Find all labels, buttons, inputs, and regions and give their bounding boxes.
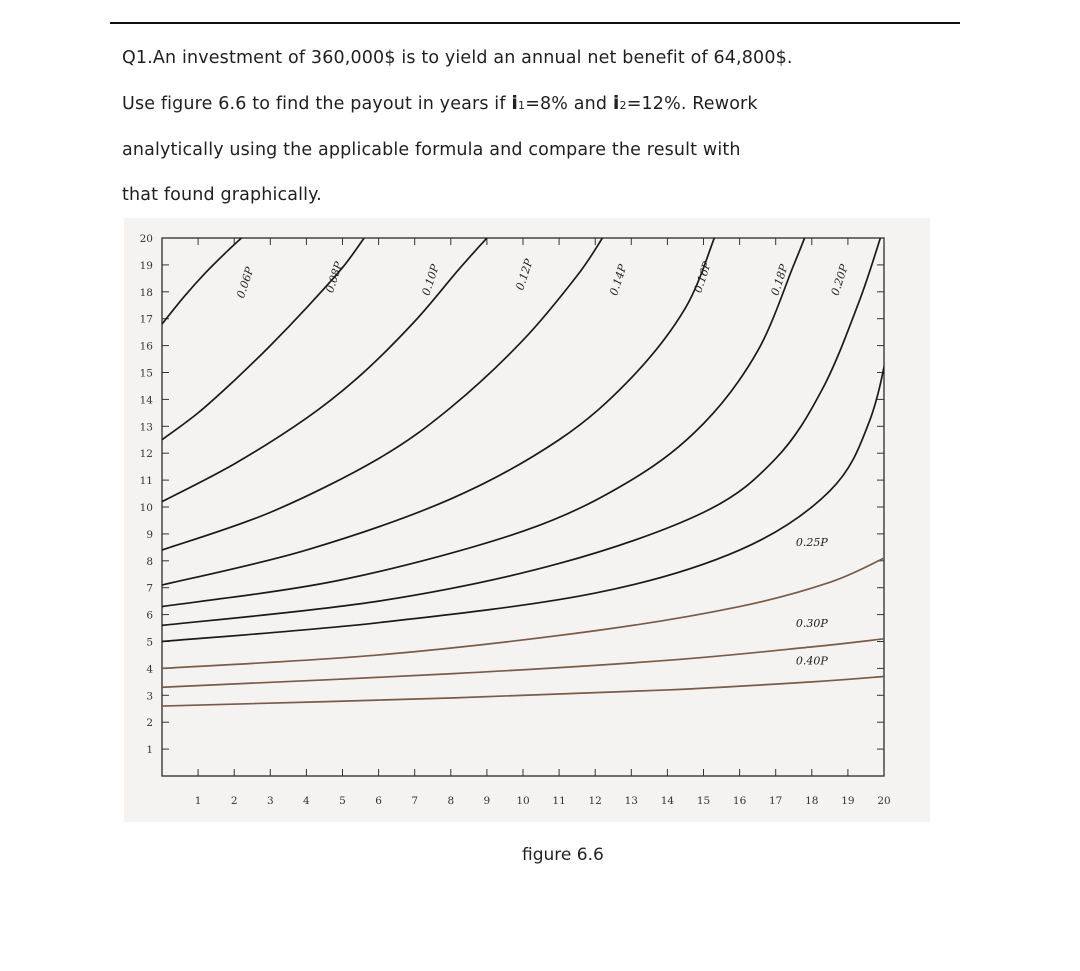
question-line-2 <box>122 81 972 128</box>
figure-6-6 <box>124 218 930 822</box>
curve-label-016p: 0.16P <box>691 260 714 295</box>
curve-label-025p: 0.25P <box>795 536 828 550</box>
i1-subscript: 1 <box>518 99 526 112</box>
curve-label-030p: 0.30P <box>795 616 828 630</box>
y-tick-label: 13 <box>139 421 153 434</box>
curve-label-018p: 0.18P <box>768 262 791 298</box>
rate-2: =12%. Rework <box>626 94 758 114</box>
x-tick-label: 5 <box>339 795 346 807</box>
y-tick-label: 19 <box>139 259 153 272</box>
y-tick-label: 6 <box>146 609 153 622</box>
series-line-040p <box>162 676 884 706</box>
series-line-020p <box>162 251 902 641</box>
i2-subscript: 2 <box>619 99 627 112</box>
x-tick-label: 2 <box>230 795 238 807</box>
i1-symbol: i <box>511 92 519 114</box>
question-line-3: analytically using the applicable formula and compare the result with <box>122 140 741 160</box>
y-tick-label: 7 <box>146 582 153 595</box>
curve-label-010p: 0.10P <box>419 262 442 298</box>
rate-1: =8% and <box>525 94 613 114</box>
series-line-016p <box>162 238 805 607</box>
x-tick-label: 11 <box>552 795 566 807</box>
question-text <box>122 36 972 218</box>
x-tick-label: 10 <box>516 795 530 807</box>
y-tick-label: 5 <box>146 636 153 649</box>
x-tick-label: 4 <box>303 795 310 807</box>
top-rule <box>110 22 960 24</box>
curve-label-008p: 0.08P <box>323 260 346 295</box>
x-tick-label: 12 <box>588 795 602 807</box>
series-line-025p <box>162 558 884 668</box>
y-tick-label: 9 <box>146 528 153 541</box>
x-tick-label: 9 <box>483 795 491 807</box>
x-tick-label: 13 <box>624 795 638 807</box>
y-tick-label: 17 <box>139 313 153 326</box>
x-tick-label: 17 <box>769 795 783 807</box>
curve-label-014p: 0.14P <box>607 262 630 298</box>
y-tick-label: 15 <box>139 367 153 380</box>
y-tick-label: 14 <box>139 394 153 407</box>
x-tick-label: 14 <box>660 795 675 807</box>
x-tick-label: 16 <box>732 795 747 807</box>
payout-chart <box>124 218 930 822</box>
curve-label-012p: 0.12P <box>513 257 536 292</box>
x-tick-label: 19 <box>841 795 855 807</box>
y-tick-label: 8 <box>146 555 153 568</box>
x-tick-label: 18 <box>805 795 819 807</box>
x-tick-label: 1 <box>194 795 202 807</box>
i2-symbol: i <box>612 92 620 114</box>
y-tick-label: 16 <box>139 340 153 353</box>
figure-caption: figure 6.6 <box>522 845 604 865</box>
series-line-018p <box>162 238 880 625</box>
y-tick-label: 2 <box>146 717 153 730</box>
question-line-1: Q1.An investment of 360,000$ is to yield an annual net benefit of 64,800$. <box>122 48 793 68</box>
y-tick-label: 4 <box>146 663 153 676</box>
y-tick-label: 1 <box>146 744 153 757</box>
series-line-006p <box>162 238 241 324</box>
x-tick-label: 20 <box>877 795 891 807</box>
x-tick-label: 6 <box>375 795 382 807</box>
y-tick-label: 12 <box>139 448 153 461</box>
series-line-012p <box>162 238 602 550</box>
y-tick-label: 10 <box>139 502 153 514</box>
curve-label-040p: 0.40P <box>795 654 828 668</box>
y-tick-label: 20 <box>139 233 153 245</box>
question-line-4: that found graphically. <box>122 185 322 205</box>
curve-label-020p: 0.20P <box>828 262 851 298</box>
curve-label-006p: 0.06P <box>234 265 257 300</box>
y-tick-label: 18 <box>139 286 153 299</box>
x-tick-label: 3 <box>266 795 274 807</box>
y-tick-label: 11 <box>139 475 153 488</box>
y-tick-label: 3 <box>146 690 153 703</box>
question-line-2-pre: Use figure 6.6 to find the payout in years if <box>122 94 512 114</box>
x-tick-label: 15 <box>696 795 711 807</box>
x-tick-label: 8 <box>447 795 455 807</box>
x-tick-label: 7 <box>411 795 419 807</box>
